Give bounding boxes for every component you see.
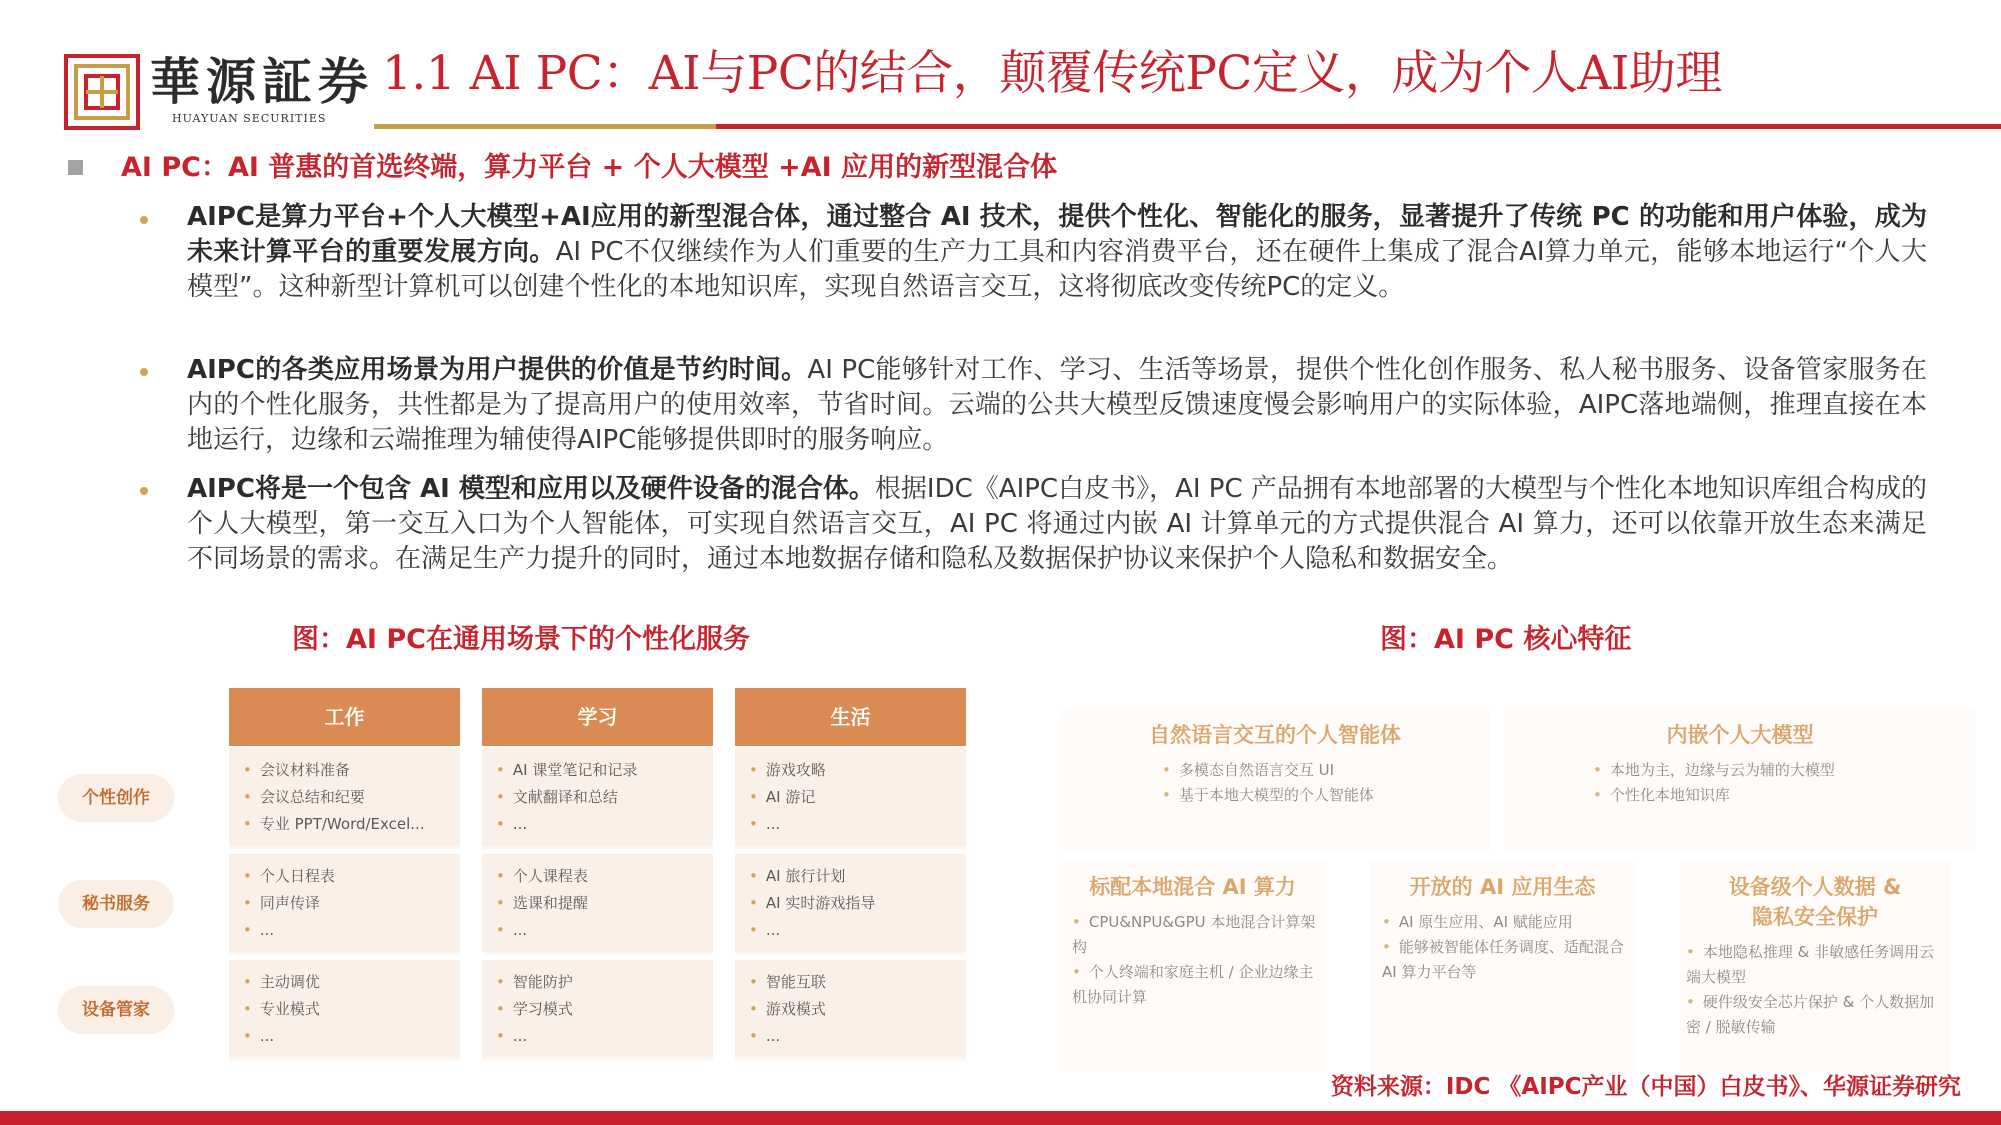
list-item: • AI 课堂笔记和记录 [496,757,713,784]
brand-name-en: HUAYUAN SECURITIES [172,112,327,125]
right-figure-caption: 图：AI PC 核心特征 [1380,624,1632,655]
list-item: • AI 实时游戏指导 [749,890,966,917]
paragraph-1-lead: AIPC是算力平台+个人大模型+AI应用的新型混合体，通过整合 AI 技术，提供个性化、智能化的服务，显著提升了传统 PC 的功能和用户体验，成为未来计算平台的重要发展方向。 [187,202,1927,267]
grid-cell [229,748,460,849]
title-rule-red [716,124,2001,129]
left-figure-caption: 图：AI PC在通用场景下的个性化服务 [292,624,750,655]
column-header-work: 工作 [229,688,460,746]
list-item: • 选课和提醒 [496,890,713,917]
feature-block [1060,860,1325,1072]
brand-name-cn: 華源証券 [150,52,374,111]
feature-title: 标配本地混合 AI 算力 [1089,875,1296,899]
title-rule-gold [374,124,716,129]
bullet-dot-icon [140,368,148,376]
square-bullet-icon [68,160,83,175]
list-item: • 个人日程表 [243,863,460,890]
grid-cell [229,960,460,1061]
grid-cell [735,854,966,955]
list-item: • AI 游记 [749,784,966,811]
list-item: • ... [749,1023,966,1050]
row-label-device: 设备管家 [58,986,174,1034]
grid-cell [482,854,713,955]
grid-cell [735,748,966,849]
paragraph-3-lead: AIPC将是一个包含 AI 模型和应用以及硬件设备的混合体。 [187,474,875,504]
feature-item: • 个人终端和家庭主机 / 企业边缘主机协同计算 [1072,960,1319,1010]
list-item: • 专业 PPT/Word/Excel... [243,811,460,838]
paragraph-2-lead: AIPC的各类应用场景为用户提供的价值是节约时间。 [187,355,808,385]
slide-title: 1.1 AI PC：AI与PC的结合，颠覆传统PC定义，成为个人AI助理 [382,46,1722,101]
list-item: • ... [496,811,713,838]
paragraph-2 [187,353,1927,458]
list-item: • 个人课程表 [496,863,713,890]
source-note: 资料来源：IDC 《AIPC产业（中国）白皮书》、华源证券研究 [1330,1074,1961,1100]
list-item: • 会议材料准备 [243,757,460,784]
paragraph-1-text: AI PC不仅继续作为人们重要的生产力工具和内容消费平台，还在硬件上集成了混合AI算力单元，能够本地运行“个人大模型”。这种新型计算机可以创建个性化的本地知识库，实现自然语言交互，这将彻底改变传统PC的定义。 [187,237,1927,302]
feature-item: • CPU&NPU&GPU 本地混合计算架构 [1072,910,1319,960]
list-item: • ... [496,1023,713,1050]
list-item: • 游戏攻略 [749,757,966,784]
list-item: • 智能防护 [496,969,713,996]
paragraph-3-text: 根据IDC《AIPC白皮书》，AI PC 产品拥有本地部署的大模型与个性化本地知识库组合构成的个人大模型，第一交互入口为个人智能体，可实现自然语言交互，AI PC 将通过内嵌 AI 计算单元的方式提供混合 AI 算力，还可以依靠开放生态来满足不同场景的需求。在满足生产力提升的同时，通过本地数据存储和隐私及数据保护协议来保护个人隐私和数据安全。 [187,474,1927,574]
paragraph-3 [187,472,1927,577]
feature-block [1505,710,1975,850]
grid-cell [229,854,460,955]
column-header-study: 学习 [482,688,713,746]
feature-item: • 多模态自然语言交互 UI [1162,758,1490,783]
grid-cell [482,748,713,849]
grid-cell [482,960,713,1061]
section-headline: AI PC：AI 普惠的首选终端，算力平台 + 个人大模型 +AI 应用的新型混合体 [121,152,1058,183]
list-item: • ... [749,811,966,838]
feature-block [1370,860,1635,1072]
feature-item: • 个性化本地知识库 [1593,783,1975,808]
row-label-creation: 个性创作 [58,774,174,822]
feature-title: 设备级个人数据 & 隐私安全保护 [1728,875,1902,929]
feature-item: • 本地为主，边缘与云为辅的大模型 [1593,758,1975,783]
feature-block [1680,860,1950,1072]
column-header-life: 生活 [735,688,966,746]
row-label-secretary: 秘书服务 [58,880,174,928]
feature-item: • AI 原生应用、AI 赋能应用 [1382,910,1629,935]
feature-item: • 本地隐私推理 & 非敏感任务调用云端大模型 [1686,940,1944,990]
list-item: • ... [243,917,460,944]
feature-title: 内嵌个人大模型 [1666,723,1814,747]
list-item: • 学习模式 [496,996,713,1023]
feature-item: • 硬件级安全芯片保护 & 个人数据加密 / 脱敏传输 [1686,990,1944,1040]
feature-item: • 能够被智能体任务调度、适配混合 AI 算力平台等 [1382,935,1629,985]
feature-item: • 基于本地大模型的个人智能体 [1162,783,1490,808]
list-item: • ... [243,1023,460,1050]
list-item: • 文献翻译和总结 [496,784,713,811]
list-item: • 专业模式 [243,996,460,1023]
list-item: • 同声传译 [243,890,460,917]
bullet-dot-icon [140,216,148,224]
feature-title: 开放的 AI 应用生态 [1409,875,1596,899]
footer-bar [0,1111,2001,1125]
list-item: • 智能互联 [749,969,966,996]
bullet-dot-icon [140,487,148,495]
list-item: • 会议总结和纪要 [243,784,460,811]
list-item: • ... [749,917,966,944]
grid-cell [735,960,966,1061]
paragraph-2-text: AI PC能够针对工作、学习、生活等场景，提供个性化创作服务、私人秘书服务、设备管家服务在内的个性化服务，共性都是为了提高用户的使用效率，节省时间。云端的公共大模型反馈速度慢会影响用户的实际体验，AIPC落地端侧，推理直接在本地运行，边缘和云端推理为辅使得AIPC能够提供即时的服务响应。 [187,355,1927,455]
feature-title: 自然语言交互的个人智能体 [1149,723,1401,747]
list-item: • 游戏模式 [749,996,966,1023]
list-item: • 主动调优 [243,969,460,996]
list-item: • AI 旅行计划 [749,863,966,890]
logo-mark-icon [64,54,140,130]
paragraph-1 [187,200,1927,305]
list-item: • ... [496,917,713,944]
feature-block [1060,710,1490,850]
